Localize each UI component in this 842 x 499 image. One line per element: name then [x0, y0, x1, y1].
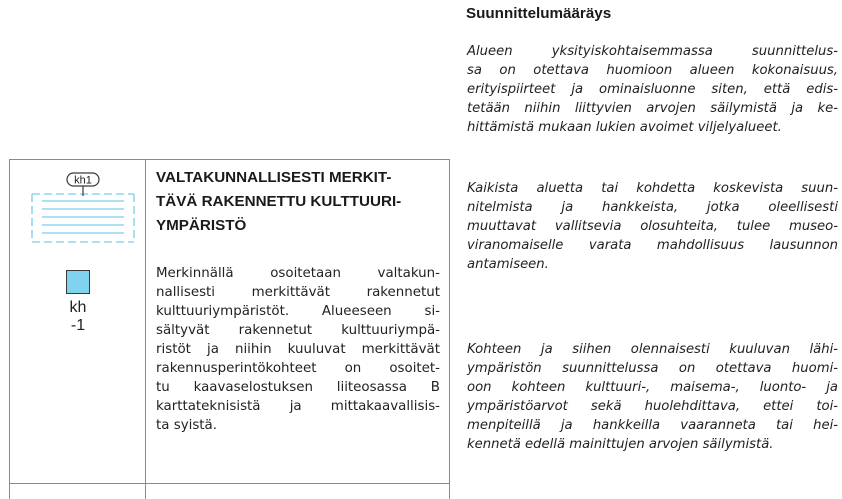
- legend-description-line: rakennusperintökohteet on osoitet-: [156, 361, 440, 376]
- regulation-paragraph-line: ympäristöarvot sekä huolehdittava, ettei toi-: [467, 399, 838, 414]
- regulation-paragraph-line: kennetä edellä mainittujen arvojen säilymistä.: [467, 437, 774, 452]
- regulation-paragraph-line: antamiseen.: [467, 257, 549, 272]
- legend-title-line: TÄVÄ RAKENNETTU KULTTUURI-: [156, 193, 402, 210]
- legend-description-line: karttateknisistä ja mittakaavallisis-: [156, 399, 440, 414]
- regulation-paragraph-line: hittämistä mukaan lukien avoimet viljelyalueet.: [467, 120, 782, 135]
- legend-description-line: ristöt ja niihin kuuluvat merkittävät: [156, 342, 440, 357]
- regulation-paragraph-line: Alueen yksityiskohtaisemmassa suunnittelus-: [467, 44, 838, 59]
- legend-description-line: kulttuuriympäristöt. Alueeseen si-: [156, 304, 440, 319]
- kh-1-point-symbol-icon: [66, 270, 90, 294]
- legend-table: [9, 159, 450, 499]
- regulation-paragraph-line: ympäristön suunnittelussa on otettava huomi-: [467, 361, 838, 376]
- regulation-paragraph-line: oon kohteen kulttuuri-, maisema-, luonto- ja: [467, 380, 838, 395]
- regulation-paragraph-line: Kohteen ja siihen olennaisesti kuuluvan lähi-: [467, 342, 838, 357]
- regulation-paragraph-line: menpiteillä ja hankkeilla vaaranneta tai hei-: [467, 418, 838, 433]
- legend-description-line: nallisesti merkittävät rakennetut: [156, 285, 440, 300]
- legend-title-line: VALTAKUNNALLISESTI MERKIT-: [156, 169, 392, 186]
- regulation-paragraph-line: Kaikista aluetta tai kohdetta koskevista suun-: [467, 181, 838, 196]
- regulation-paragraph-line: nitelmista ja hankkeista, jotka oleellisesti: [467, 200, 838, 215]
- kh1-symbol-label: kh1: [74, 174, 92, 187]
- kh-symbol-label-line: kh: [69, 299, 87, 316]
- regulation-title: Suunnittelumääräys: [466, 5, 612, 22]
- legend-description-line: sältyvät rakennetut kulttuuriympä-: [156, 323, 440, 338]
- legend-symbol-cell: [10, 160, 146, 499]
- kh1-area-symbol-icon: [30, 172, 136, 244]
- kh-symbol-label-line: -1: [70, 317, 86, 334]
- regulation-paragraph-line: sa on otettava huomioon alueen kokonaisuus,: [467, 63, 838, 78]
- legend-description-line: tu kaavaselostuksen liiteosassa B: [156, 380, 440, 395]
- regulation-paragraph-line: muuttavat vallitsevia olosuhteita, tulee museo-: [467, 219, 838, 234]
- regulation-paragraph-line: viranomaiselle varata mahdollisuus lausunnon: [467, 238, 838, 253]
- legend-title: [156, 166, 446, 238]
- regulation-paragraph-line: erityispiirteet ja ominaisluonne siten, että edis-: [467, 82, 838, 97]
- legend-description-line: ta syistä.: [156, 418, 218, 433]
- regulation-paragraph-line: tetään niihin liittyvien arvojen säilymistä ja ke-: [467, 101, 838, 116]
- legend-description-line: Merkinnällä osoitetaan valtakun-: [156, 266, 440, 281]
- table-bottom-border: [9, 483, 450, 484]
- legend-title-line: YMPÄRISTÖ: [156, 217, 247, 234]
